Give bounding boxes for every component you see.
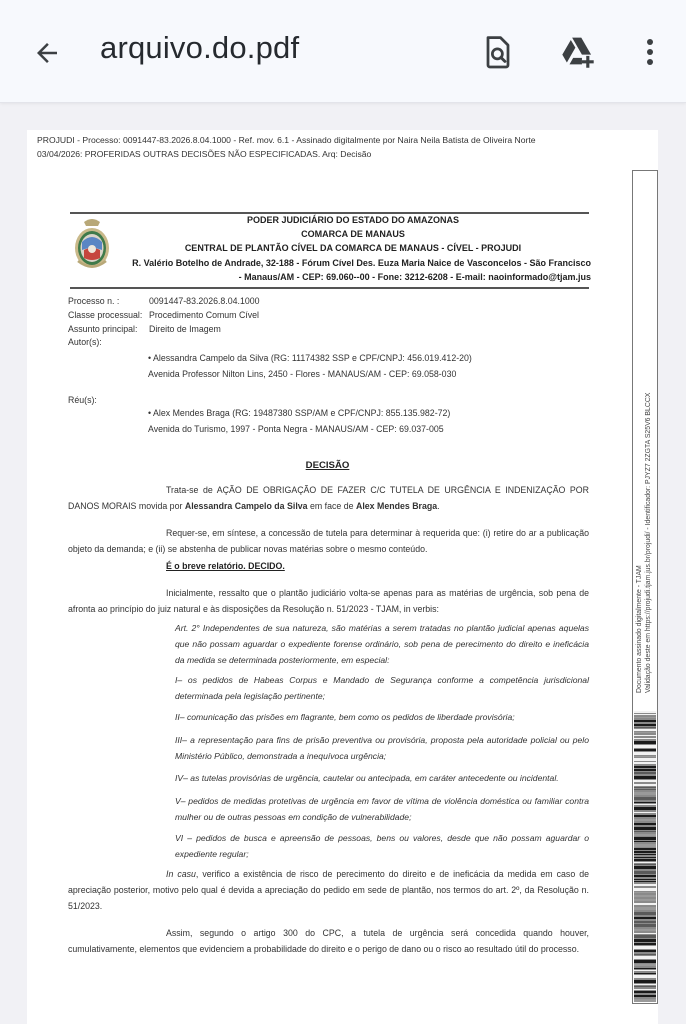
reu-line-2: Avenida do Turismo, 1997 - Ponta Negra - MANAUS/AM - CEP: 69.037-005 <box>148 424 444 434</box>
quote-item: I– os pedidos de Habeas Corpus e Mandado de Segurança conforme a competência jurisdicional determinada pela legislação pertinente; <box>175 675 589 701</box>
paragraph-1 <box>68 482 589 514</box>
barcode-bar <box>634 711 656 713</box>
info-value: Direito de Imagem <box>149 323 221 334</box>
barcode-bar <box>634 866 656 869</box>
quote-item: IV– as tutelas provisórias de urgência, cautelar ou antecipada, em caráter antecedente ou incidental. <box>175 773 559 783</box>
barcode-bar <box>634 812 656 813</box>
barcode-bar <box>634 884 656 886</box>
paragraph-2 <box>68 525 589 557</box>
barcode-bar <box>634 950 656 952</box>
barcode-bar <box>634 933 656 934</box>
barcode-bar <box>634 776 656 779</box>
p1-text: em face de <box>307 501 356 511</box>
barcode-bar <box>634 815 656 817</box>
find-in-page-icon <box>483 35 513 69</box>
barcode-bar <box>634 924 656 927</box>
barcode-bar <box>634 946 656 949</box>
quote-item: VI – pedidos de busca e apreensão de pessoas, bens ou valores, desde que não possam aguardar o expediente regular; <box>175 833 589 859</box>
barcode-bar <box>634 879 656 880</box>
in-casu: In casu <box>166 869 196 879</box>
barcode-bar <box>634 787 656 788</box>
barcode-bar <box>634 784 656 786</box>
header-line-2: COMARCA DE MANAUS <box>301 229 405 240</box>
barcode-bar <box>634 954 656 955</box>
info-value: 0091447-83.2026.8.04.1000 <box>149 296 260 306</box>
barcode-bar <box>634 827 656 830</box>
barcode-bar <box>634 888 656 891</box>
back-button[interactable] <box>28 34 66 72</box>
barcode-bar <box>634 766 656 768</box>
barcode-bar <box>634 717 656 718</box>
header-address-2: - Manaus/AM - CEP: 69.060--00 - Fone: 3212-6208 - E-mail: naoinformado@tjam.jus <box>238 271 591 282</box>
barcode-bar <box>634 769 656 771</box>
barcode-bar <box>634 956 656 959</box>
barcode-bar <box>634 792 656 795</box>
p1-text: Trata-se de AÇÃO DE OBRIGAÇÃO DE FAZER C/C TUTELA DE URGÊNCIA E INDENIZAÇÃO POR DANOS MORAIS movida por <box>68 485 589 511</box>
barcode-bar <box>634 970 656 971</box>
barcode-bar <box>634 968 656 969</box>
file-title: arquivo.do.pdf <box>100 30 300 65</box>
paragraph-4 <box>68 866 589 914</box>
quote-item: III– a representação para fins de prisão preventiva ou provisória, proposta pela autoridade policial ou pelo Ministério Público, demonstrada a inequívoca urgência; <box>175 735 589 761</box>
barcode-bar <box>634 735 656 736</box>
barcode-bar <box>634 862 656 863</box>
barcode-bar <box>634 857 656 858</box>
barcode-bar <box>634 881 656 882</box>
barcode-bar <box>634 999 656 1002</box>
info-label: Classe processual: <box>68 309 143 320</box>
info-value: Procedimento Comum Cível <box>149 309 259 320</box>
header-line-3: CENTRAL DE PLANTÃO CÍVEL DA COMARCA DE MANAUS - CÍVEL - PROJUDI <box>184 243 522 254</box>
document-meta <box>37 133 536 161</box>
add-to-drive-icon <box>561 35 595 69</box>
barcode-bar <box>634 943 656 945</box>
stamp-line-1: Documento assinado digitalmente - TJAM <box>636 565 643 693</box>
p5-text: Assim, segundo o artigo 300 do CPC, a tutela de urgência será concedida quando houver, cumulativamente, elementos que evidenciem a probabilidade do direito e o perigo de dano ou o risco ao resultado útil do processo. <box>68 928 589 954</box>
quote-item: V– pedidos de medidas protetivas de urgência em favor de vítima de violência doméstica ou familiar contra mulher ou de outras pessoas em condição de vulnerabilidade; <box>175 796 589 822</box>
barcode-bar <box>634 871 656 874</box>
meta-line-1: PROJUDI - Processo: 0091447-83.2026.8.04.1000 - Ref. mov. 6.1 - Assinado digitalmente por Naira Neila Batista de Oliveira Norte <box>37 135 536 145</box>
autor-line-2: Avenida Professor Nilton Lins, 2450 - Flores - MANAUS/AM - CEP: 69.058-030 <box>148 369 457 379</box>
barcode-bar <box>634 720 656 722</box>
barcode-bar <box>634 964 656 966</box>
barcode-bar <box>634 851 656 853</box>
barcode-bar <box>634 991 656 993</box>
barcode-bar <box>634 929 656 931</box>
reu-details <box>148 405 450 437</box>
barcode-bar <box>634 834 656 836</box>
p3-text: Inicialmente, ressalto que o plantão judiciário volta-se apenas para as matérias de urgência, sob pena de afronta ao princípio do juiz natural e às disposições da Resolução n. 51/2023 - TJAM, in verbis: <box>68 588 589 614</box>
header-line-1: PODER JUDICIÁRIO DO ESTADO DO AMAZONAS <box>246 215 459 225</box>
autor-name: Alessandra Campelo da Silva <box>184 501 308 511</box>
barcode-bar <box>634 729 656 731</box>
barcode-bar <box>634 756 656 757</box>
barcode-bar <box>634 960 656 963</box>
barcode-bar <box>634 758 656 761</box>
barcode-bar <box>634 854 656 855</box>
barcode-bar <box>634 984 656 985</box>
barcode-bar <box>634 727 656 728</box>
barcode-bar <box>634 903 656 905</box>
barcode-bar <box>634 762 656 764</box>
autor-details <box>148 350 472 382</box>
barcode-bar <box>634 772 656 774</box>
section-title: DECISÃO <box>305 460 350 471</box>
barcode-bar <box>634 804 656 805</box>
barcode-bar <box>634 819 656 821</box>
barcode-bar <box>634 935 656 938</box>
quote-item: II– comunicação das prisões em flagrante, bem como os pedidos de liberdade provisória; <box>175 712 515 722</box>
signature-stamp <box>632 170 658 1004</box>
p1-text: . <box>437 501 440 511</box>
autor-line-1: • Alessandra Campelo da Silva (RG: 11174382 SSP e CPF/CNPJ: 456.019.412-20) <box>148 353 472 363</box>
info-label: Autor(s): <box>68 337 102 348</box>
barcode-bar <box>634 752 656 755</box>
barcode-bar <box>634 714 656 715</box>
barcode-bar <box>634 738 656 739</box>
subheading: É o breve relatório. DECIDO. <box>166 561 285 571</box>
quote-article: Art. 2° Independentes de sua natureza, são matérias a serem tratadas no plantão judicial apenas aquelas que não possam aguardar o expediente forense ordinário, sob pena de perecimento do direito e ineficácia da medida se determinada posteriormente, em especial: <box>175 623 589 665</box>
barcode-bar <box>634 837 656 840</box>
barcode-bar <box>634 848 656 850</box>
barcode-bar <box>634 797 656 800</box>
barcode-bar <box>634 980 656 983</box>
reu-label: Réu(s): <box>68 395 97 405</box>
info-label: Assunto principal: <box>68 323 138 334</box>
barcode-bar <box>634 973 656 974</box>
arrow-back-icon <box>32 38 62 68</box>
more-options-button[interactable] <box>630 32 670 72</box>
court-crest-logo <box>70 216 114 272</box>
barcode-bar <box>634 875 656 877</box>
find-in-page-button[interactable] <box>478 32 518 72</box>
barcode-bar <box>634 749 656 751</box>
header-rule-bottom <box>70 287 589 289</box>
barcode-bar <box>634 724 656 726</box>
barcode-bar <box>634 986 656 987</box>
barcode-bar <box>634 892 656 893</box>
barcode-bar <box>634 864 656 865</box>
barcode <box>634 711 656 1002</box>
p4-text: , verifico a existência de risco de perecimento do direito e de ineficácia da medida em caso de apreciação posterior, motivo pelo qual é devida a apreciação do pedido em sede de plantão, nos termos do art. 2º, da Resolução n. 51/2023. <box>68 869 589 911</box>
paragraph-5 <box>68 925 589 957</box>
barcode-bar <box>634 939 656 942</box>
barcode-bar <box>634 844 656 847</box>
barcode-bar <box>634 917 656 919</box>
barcode-bar <box>634 802 656 803</box>
stamp-line-2: Validação deste em https://projudi.tjam.jus.br/projudi/ - Identificador: PJYZ7 2ZGTA S25V6 BLCCX <box>645 392 652 693</box>
barcode-bar <box>634 823 656 825</box>
app-bar <box>0 0 686 103</box>
reu-line-1: • Alex Mendes Braga (RG: 19487380 SSP/AM e CPF/CNPJ: 855.135.982-72) <box>148 408 451 418</box>
barcode-bar <box>634 789 656 790</box>
barcode-bar <box>634 831 656 832</box>
barcode-bar <box>634 895 656 897</box>
meta-line-2: 03/04/2026: PROFERIDAS OUTRAS DECISÕES NÃO ESPECIFICADAS. Arq: Decisão <box>37 149 372 159</box>
pdf-page <box>27 130 658 1024</box>
info-label: Processo n. : <box>68 296 120 306</box>
barcode-bar <box>634 745 656 748</box>
header-address-1: R. Valério Botelho de Andrade, 32-188 - Fórum Cível Des. Euza Maria Naice de Vasconcelos - São Francisco <box>132 257 591 268</box>
barcode-bar <box>634 741 656 744</box>
barcode-bar <box>634 841 656 842</box>
barcode-bar <box>634 912 656 915</box>
more-vert-icon <box>645 37 655 67</box>
barcode-bar <box>634 780 656 782</box>
reu-name: Alex Mendes Braga <box>355 501 438 511</box>
barcode-bar <box>634 899 656 901</box>
p2-text: Requer-se, em síntese, a concessão de tutela para determinar à requerida que: (i) retire do ar a publicação objeto da demanda; e (ii) se abstenha de publicar novas matérias sobre o mesmo conteúdo. <box>68 528 589 554</box>
barcode-bar <box>634 989 656 990</box>
barcode-bar <box>634 975 656 978</box>
paragraph-3 <box>68 585 589 617</box>
barcode-bar <box>634 859 656 861</box>
barcode-bar <box>634 995 656 997</box>
barcode-bar <box>634 907 656 910</box>
court-header <box>115 213 591 284</box>
stamp-text <box>635 393 653 693</box>
barcode-bar <box>634 921 656 923</box>
add-to-drive-button[interactable] <box>558 32 598 72</box>
barcode-bar <box>634 807 656 810</box>
barcode-bar <box>634 732 656 733</box>
